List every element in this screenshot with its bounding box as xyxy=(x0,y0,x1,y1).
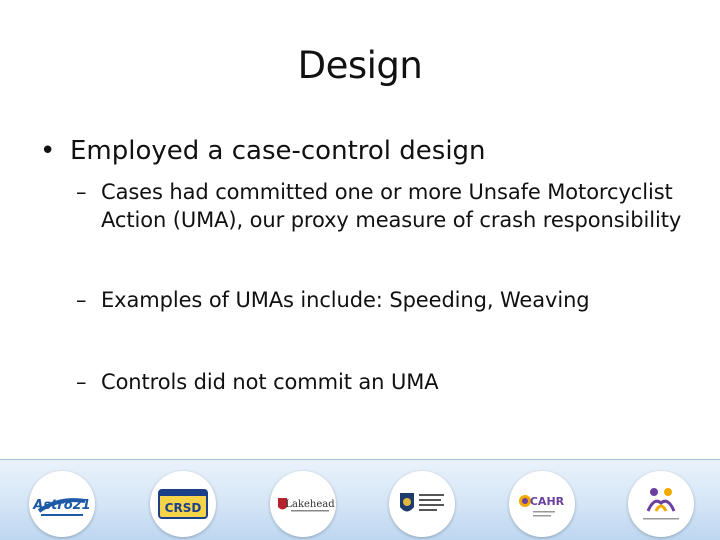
sub-bullet-2-text: Examples of UMAs include: Speeding, Weaving xyxy=(101,288,590,312)
cahr-logo-text: CAHR xyxy=(529,495,565,508)
sub-bullet-2 xyxy=(76,286,686,314)
crest-logo xyxy=(389,471,455,537)
bullet-marker: • xyxy=(40,136,56,166)
lakehead-logo-text: Lakehead xyxy=(285,499,335,510)
cahr-logo xyxy=(509,471,575,537)
dash-marker: – xyxy=(76,288,87,312)
dash-marker: – xyxy=(76,370,87,394)
sub-bullet-1-text: Cases had committed one or more Unsafe Motorcyclist Action (UMA), our proxy measure of crash responsibility xyxy=(101,180,682,232)
footer-band xyxy=(0,459,720,540)
sub-bullet-3 xyxy=(76,368,686,396)
bullet-1-text: Employed a case-control design xyxy=(70,136,486,166)
dash-marker: – xyxy=(76,180,87,204)
crsd-logo xyxy=(150,471,216,537)
astro21-logo xyxy=(29,471,95,537)
lakehead-logo xyxy=(270,471,336,537)
crsd-logo-text: CRSD xyxy=(164,501,202,515)
sub-bullet-1 xyxy=(76,178,686,234)
people-logo xyxy=(628,471,694,537)
astro21-logo-text: Astro21 xyxy=(33,498,91,513)
sub-bullet-3-text: Controls did not commit an UMA xyxy=(101,370,439,394)
bullet-1 xyxy=(40,134,700,168)
slide-title: Design xyxy=(297,44,423,87)
